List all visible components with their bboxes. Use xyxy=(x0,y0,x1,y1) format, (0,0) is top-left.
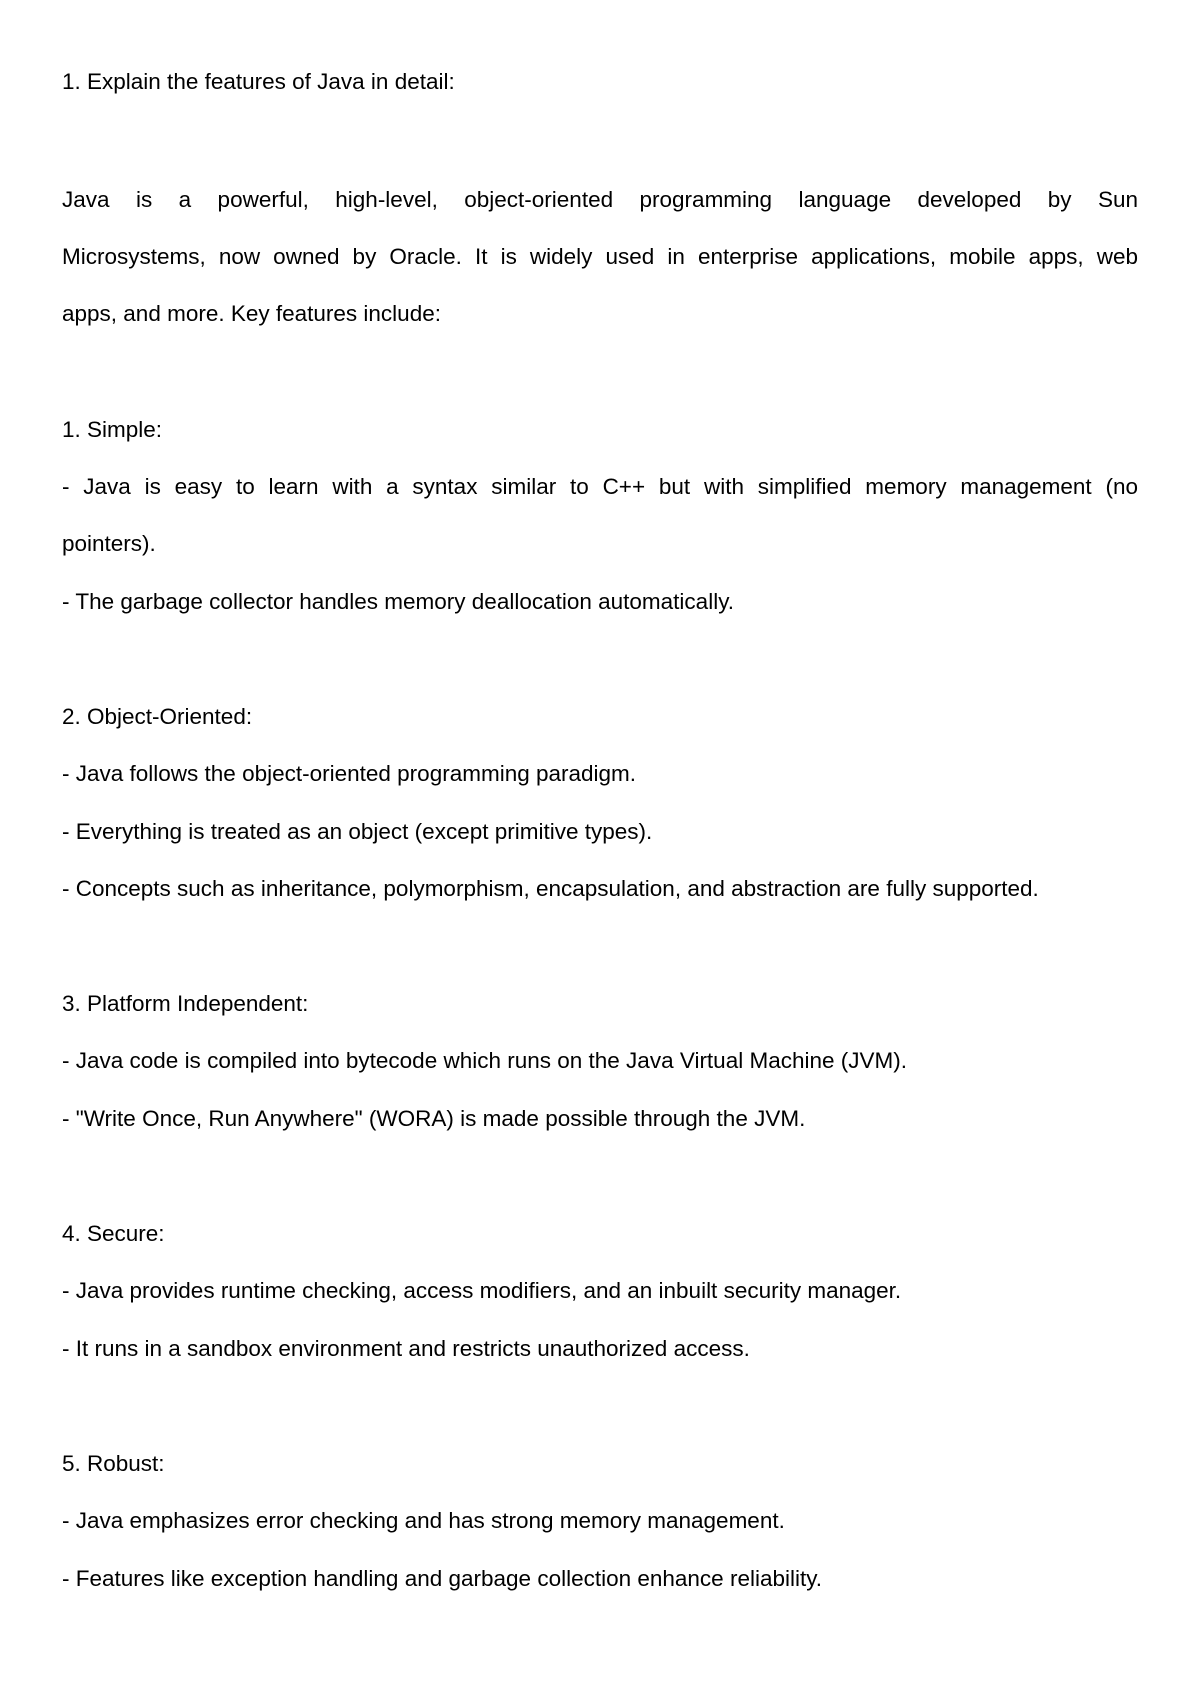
bullet-line: - Features like exception handling and garbage collection enhance reliability. xyxy=(62,1566,823,1591)
bullet-line: pointers). xyxy=(62,531,156,556)
bullet-line: - It runs in a sandbox environment and restricts unauthorized access. xyxy=(62,1336,750,1361)
intro-line: apps, and more. Key features include: xyxy=(62,301,441,326)
intro-line: Java is a powerful, high-level, object-oriented programming language developed by Sun xyxy=(62,187,1138,212)
intro-line: Microsystems, now owned by Oracle. It is widely used in enterprise applications, mobile apps, web xyxy=(62,244,1138,269)
bullet-line: - Java code is compiled into bytecode which runs on the Java Virtual Machine (JVM). xyxy=(62,1048,907,1073)
bullet-line: - Java follows the object-oriented programming paradigm. xyxy=(62,761,637,786)
bullet-line: - Concepts such as inheritance, polymorphism, encapsulation, and abstraction are fully supported. xyxy=(62,876,1039,901)
bullet-line: - Java is easy to learn with a syntax similar to C++ but with simplified memory management (no xyxy=(62,474,1138,499)
section-heading-simple: 1. Simple: xyxy=(62,417,163,442)
question-heading: 1. Explain the features of Java in detail: xyxy=(62,69,455,94)
bullet-line: - The garbage collector handles memory deallocation automatically. xyxy=(62,589,735,614)
section-heading-object-oriented: 2. Object-Oriented: xyxy=(62,704,253,729)
bullet-line: - "Write Once, Run Anywhere" (WORA) is made possible through the JVM. xyxy=(62,1106,806,1131)
section-heading-robust: 5. Robust: xyxy=(62,1451,165,1476)
bullet-line: - Java provides runtime checking, access modifiers, and an inbuilt security manager. xyxy=(62,1278,902,1303)
section-heading-secure: 4. Secure: xyxy=(62,1221,165,1246)
section-heading-platform-independent: 3. Platform Independent: xyxy=(62,991,309,1016)
bullet-line: - Everything is treated as an object (except primitive types). xyxy=(62,819,653,844)
bullet-line: - Java emphasizes error checking and has strong memory management. xyxy=(62,1508,785,1533)
